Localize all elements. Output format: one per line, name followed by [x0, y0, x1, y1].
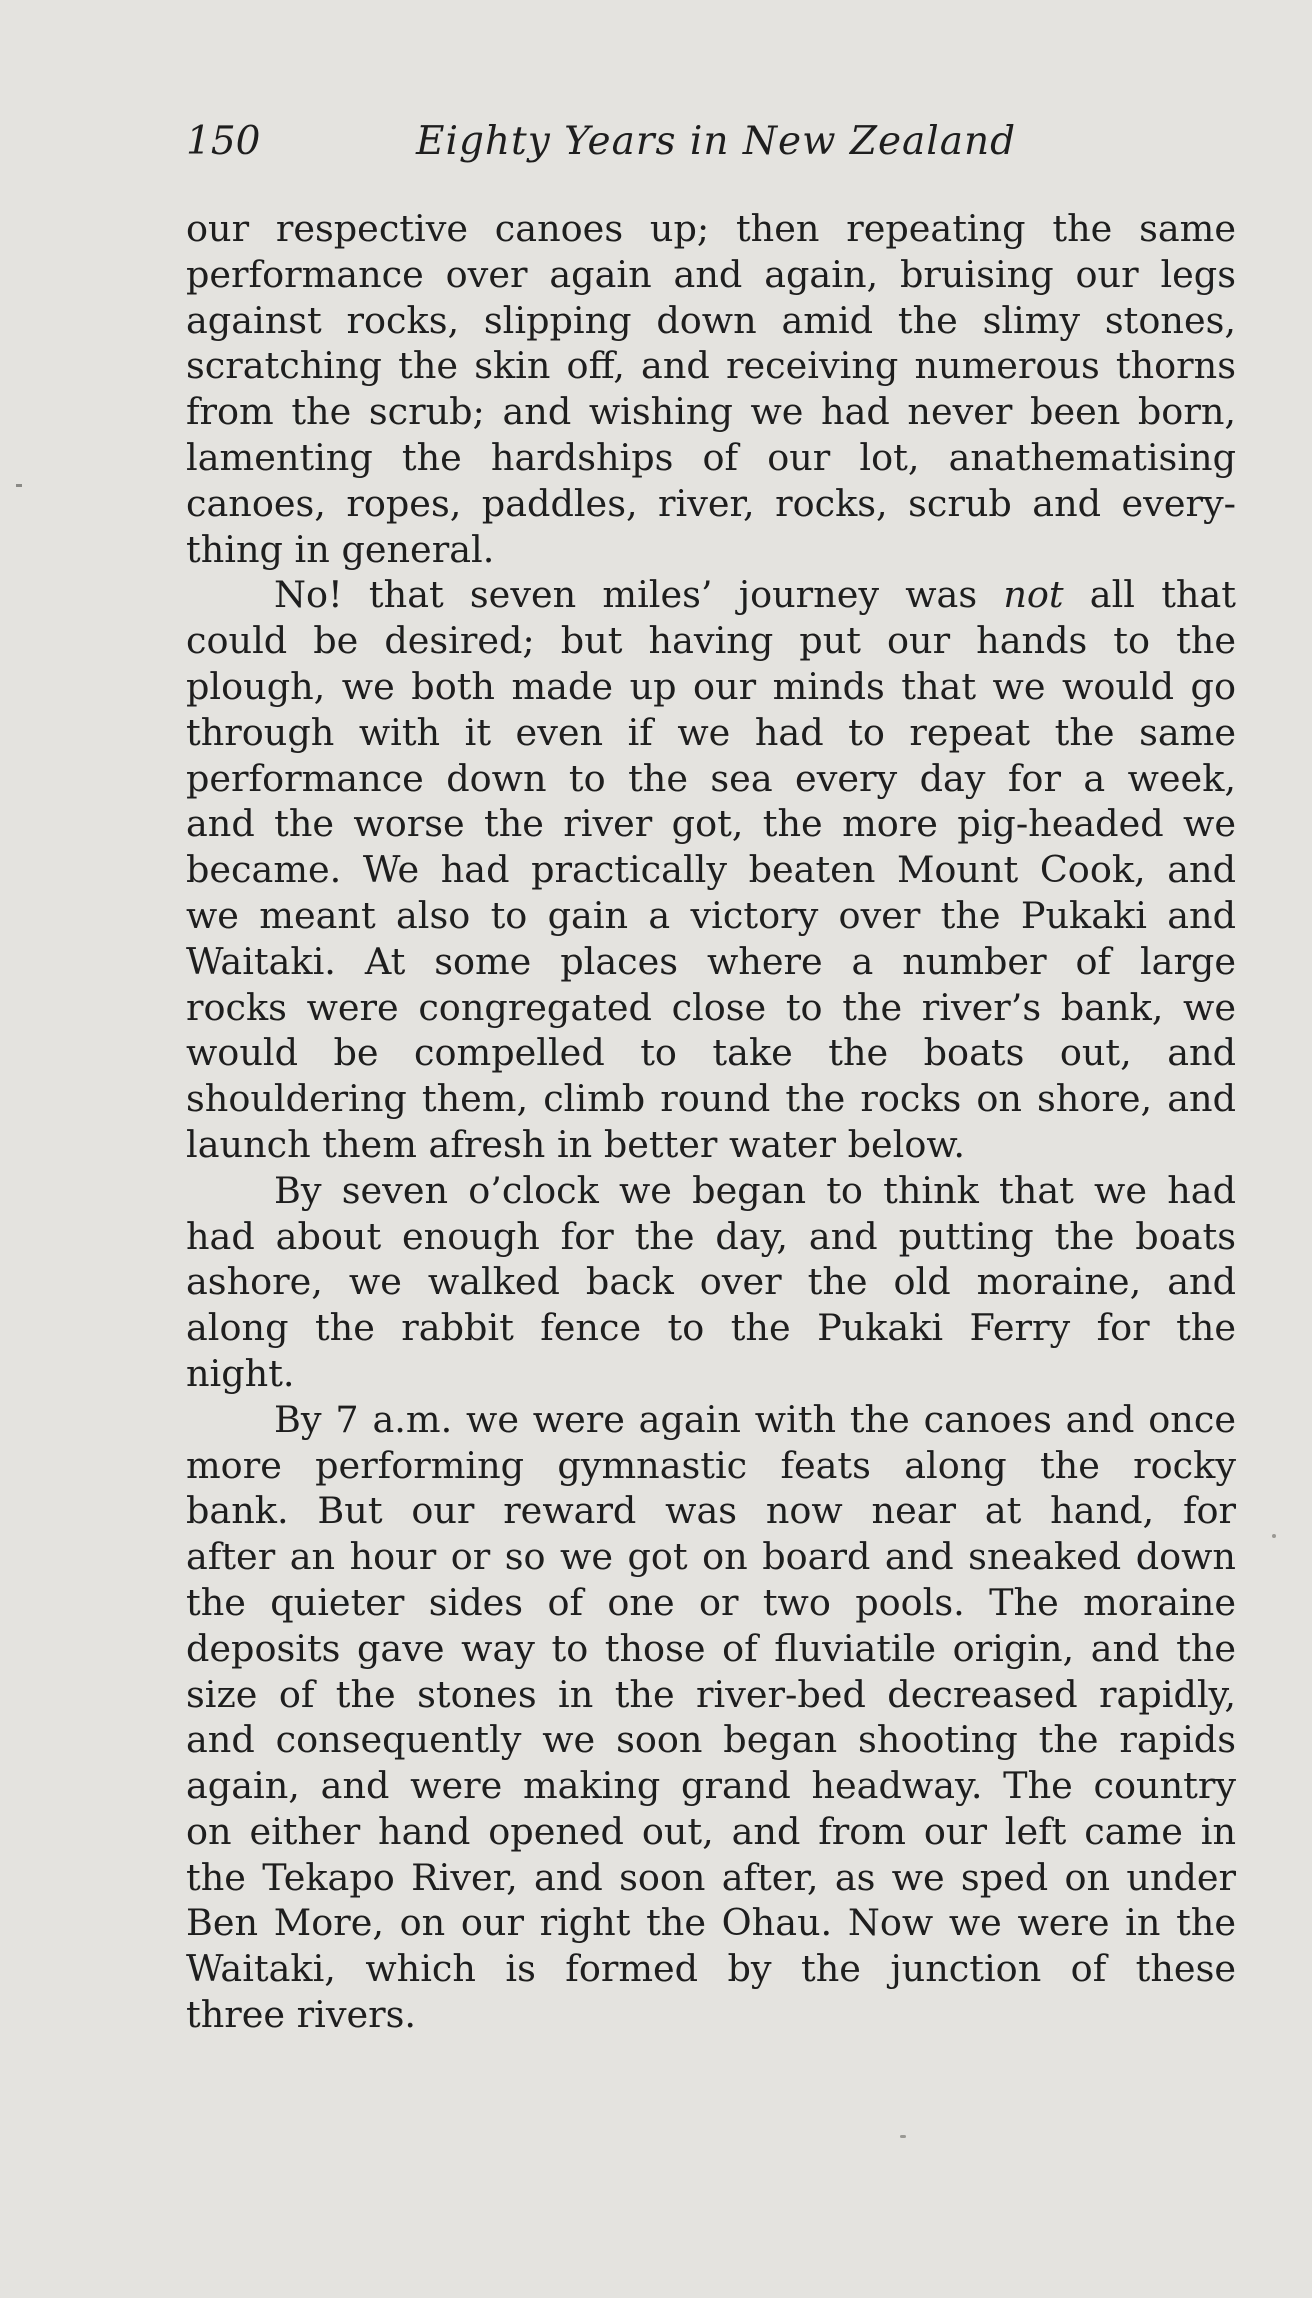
text-line: the quieter sides of one or two pools. The moraine — [186, 1580, 1236, 1624]
text-line: plough, we both made up our minds that we would go — [186, 664, 1236, 708]
text-line: performance over again and again, bruising our legs — [186, 252, 1236, 296]
text-line: rocks were congregated close to the river’s bank, we — [186, 985, 1236, 1029]
text-line: and consequently we soon began shooting the rapids — [186, 1718, 1236, 1762]
page-number: 150 — [186, 119, 261, 164]
paragraph-1 — [186, 206, 1236, 572]
text-line: By seven o’clock we began to think that we had — [274, 1168, 1236, 1212]
page-header — [186, 112, 1236, 172]
text-line: three rivers. — [186, 1993, 417, 2037]
margin-mark — [16, 484, 22, 487]
paragraph-3 — [186, 1168, 1236, 1397]
paper-speck — [1272, 1534, 1276, 1538]
text-line: after an hour or so we got on board and sneaked down — [186, 1535, 1236, 1579]
text-line: lamenting the hardships of our lot, anathematising — [186, 435, 1236, 479]
text-line: shouldering them, climb round the rocks on shore, and — [186, 1077, 1236, 1121]
text-line: night. — [186, 1351, 295, 1395]
text-line: bank. But our reward was now near at hand, for — [186, 1489, 1236, 1533]
running-title: Eighty Years in New Zealand — [416, 119, 1017, 164]
text-run: all that — [1063, 573, 1236, 617]
text-line: launch them afresh in better water below. — [186, 1122, 965, 1166]
text-line: Ben More, on our right the Ohau. Now we were in the — [186, 1901, 1236, 1945]
text-line: along the rabbit fence to the Pukaki Ferry for the — [186, 1306, 1236, 1350]
text-line: had about enough for the day, and putting the boats — [186, 1214, 1236, 1258]
text-line: we meant also to gain a victory over the Pukaki and — [186, 893, 1236, 937]
text-line: canoes, ropes, paddles, river, rocks, scrub and every- — [186, 481, 1236, 525]
text-line: against rocks, slipping down amid the slimy stones, — [186, 298, 1236, 342]
text-line: on either hand opened out, and from our left came in — [186, 1809, 1236, 1853]
text-line: size of the stones in the river-bed decreased rapidly, — [186, 1672, 1236, 1716]
paragraph-4 — [186, 1397, 1236, 2038]
text-line: could be desired; but having put our hands to the — [186, 619, 1236, 663]
text-line: became. We had practically beaten Mount Cook, and — [186, 848, 1236, 892]
text-line — [186, 572, 1236, 618]
text-line: our respective canoes up; then repeating the same — [186, 207, 1236, 250]
paper-speck — [900, 2135, 906, 2138]
text-line: performance down to the sea every day for a week, — [186, 756, 1236, 800]
text-line: Waitaki. At some places where a number of large — [186, 939, 1236, 983]
text-line: the Tekapo River, and soon after, as we sped on under — [186, 1855, 1236, 1899]
text-line: through with it even if we had to repeat the same — [186, 710, 1236, 754]
text-line: and the worse the river got, the more pig-headed we — [186, 802, 1236, 846]
text-run: No! that seven miles’ journey was — [274, 573, 1004, 617]
text-line: By 7 a.m. we were again with the canoes and once — [274, 1397, 1236, 1441]
paragraph-2 — [186, 572, 1236, 1167]
text-line: again, and were making grand headway. The country — [186, 1764, 1236, 1808]
text-line: Waitaki, which is formed by the junction of these — [186, 1947, 1236, 1991]
text-line: deposits gave way to those of fluviatile origin, and the — [186, 1626, 1236, 1670]
text-line: ashore, we walked back over the old moraine, and — [186, 1260, 1236, 1304]
text-line: more performing gymnastic feats along the rocky — [186, 1443, 1236, 1487]
text-line: from the scrub; and wishing we had never been born, — [186, 390, 1236, 434]
text-line: thing in general. — [186, 527, 495, 571]
body-text — [186, 206, 1236, 2038]
emphasis-word: not — [1003, 573, 1064, 617]
text-line: scratching the skin off, and receiving numerous thorns — [186, 344, 1236, 388]
text-line: would be compelled to take the boats out, and — [186, 1031, 1236, 1075]
